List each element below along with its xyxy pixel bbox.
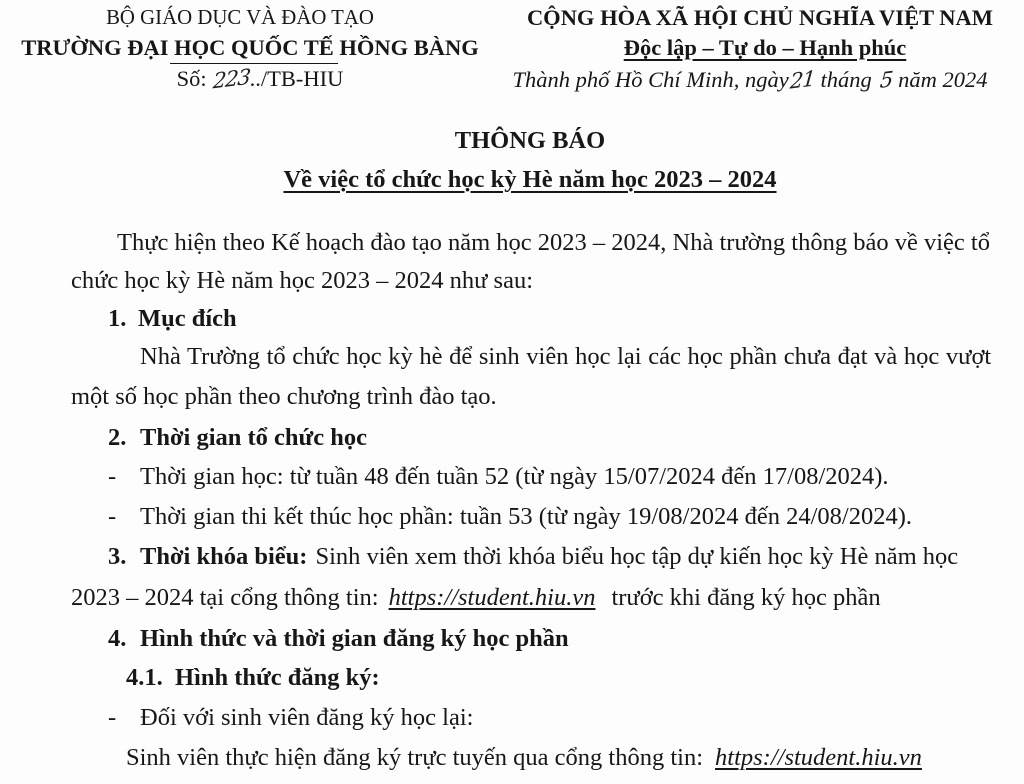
section-3-title: Thời khóa biểu: <box>140 543 308 570</box>
section-4-1-title: Hình thức đăng ký: <box>175 664 380 691</box>
document-number-handwritten: 223 <box>211 64 251 94</box>
section-1-text-line-2: một số học phần theo chương trình đào tạo. <box>71 383 497 410</box>
section-2-bullet-2 <box>108 502 912 532</box>
section-4-1-heading <box>126 663 380 693</box>
section-4-registration-line <box>126 743 922 773</box>
document-subtitle: Về việc tổ chức học kỳ Hè năm học 2023 – 2024 <box>283 166 777 193</box>
section-2-number: 2. <box>108 424 127 451</box>
date-place: Thành phố Hồ Chí Minh, ngày <box>512 67 789 92</box>
section-2-title: Thời gian tổ chức học <box>140 424 368 451</box>
date-year: năm 2024 <box>898 67 988 92</box>
section-2-bullet-1-text: Thời gian học: từ tuần 48 đến tuần 52 (từ ngày 15/07/2024 đến 17/08/2024). <box>140 463 889 490</box>
section-4-1-number: 4.1. <box>126 664 163 691</box>
bullet-dash: - <box>108 704 117 731</box>
section-3-line-2 <box>71 583 881 613</box>
national-motto-line <box>525 33 1005 63</box>
section-3-line-1 <box>108 542 958 572</box>
bullet-dash: - <box>108 503 117 530</box>
section-3-text-after-link: trước khi đăng ký học phần <box>611 584 881 611</box>
section-4-bullet-1 <box>108 703 473 733</box>
section-2-bullet-1 <box>108 462 889 492</box>
section-4-heading <box>108 624 569 654</box>
date-month-label: tháng <box>820 67 872 92</box>
national-motto: Độc lập – Tự do – Hạnh phúc <box>623 35 907 60</box>
document-number <box>10 64 510 94</box>
intro-line-2: chức học kỳ Hè năm học 2023 – 2024 như sau: <box>71 267 534 294</box>
section-1-text-line-1: Nhà Trường tổ chức học kỳ hè để sinh viên học lại các học phần chưa đạt và học vượt <box>140 343 992 370</box>
document-number-suffix: ../TB-HIU <box>249 66 344 91</box>
section-1-number: 1. <box>108 305 127 332</box>
section-3-number: 3. <box>108 543 127 570</box>
ministry-name: BỘ GIÁO DỤC VÀ ĐÀO TẠO <box>106 6 374 29</box>
document-date <box>510 65 990 95</box>
intro-line-1: Thực hiện theo Kế hoạch đào tạo năm học 2023 – 2024, Nhà trường thông báo về việc tổ <box>117 229 990 256</box>
document-number-label: Số: <box>176 66 207 91</box>
document-subtitle-line <box>230 165 830 195</box>
section-1-title: Mục đích <box>138 305 237 332</box>
section-4-title: Hình thức và thời gian đăng ký học phần <box>140 625 569 652</box>
section-4-text-before-link: Sinh viên thực hiện đăng ký trực tuyến qua cổng thông tin: <box>126 744 704 771</box>
section-4-bullet-1-text: Đối với sinh viên đăng ký học lại: <box>140 704 474 731</box>
date-day-handwritten: 21 <box>788 66 816 94</box>
section-3-text-before-link: 2023 – 2024 tại cổng thông tin: <box>71 584 379 611</box>
section-2-heading <box>108 423 367 453</box>
student-portal-link[interactable]: https://student.hiu.vn <box>715 744 922 771</box>
section-4-number: 4. <box>108 625 127 652</box>
section-3-text-line-1: Sinh viên xem thời khóa biểu học tập dự kiến học kỳ Hè năm học <box>315 543 959 570</box>
student-portal-link[interactable]: https://student.hiu.vn <box>388 584 596 611</box>
date-month-handwritten: 5 <box>878 67 894 93</box>
section-1-heading <box>108 304 237 334</box>
bullet-dash: - <box>108 463 117 490</box>
document-title: THÔNG BÁO <box>454 127 606 154</box>
section-2-bullet-2-text: Thời gian thi kết thúc học phần: tuần 53 (từ ngày 19/08/2024 đến 24/08/2024). <box>140 503 913 530</box>
country-name: CỘNG HÒA XÃ HỘI CHỦ NGHĨA VIỆT NAM <box>526 5 994 30</box>
university-name: TRƯỜNG ĐẠI HỌC QUỐC TẾ HỒNG BÀNG <box>21 35 479 60</box>
